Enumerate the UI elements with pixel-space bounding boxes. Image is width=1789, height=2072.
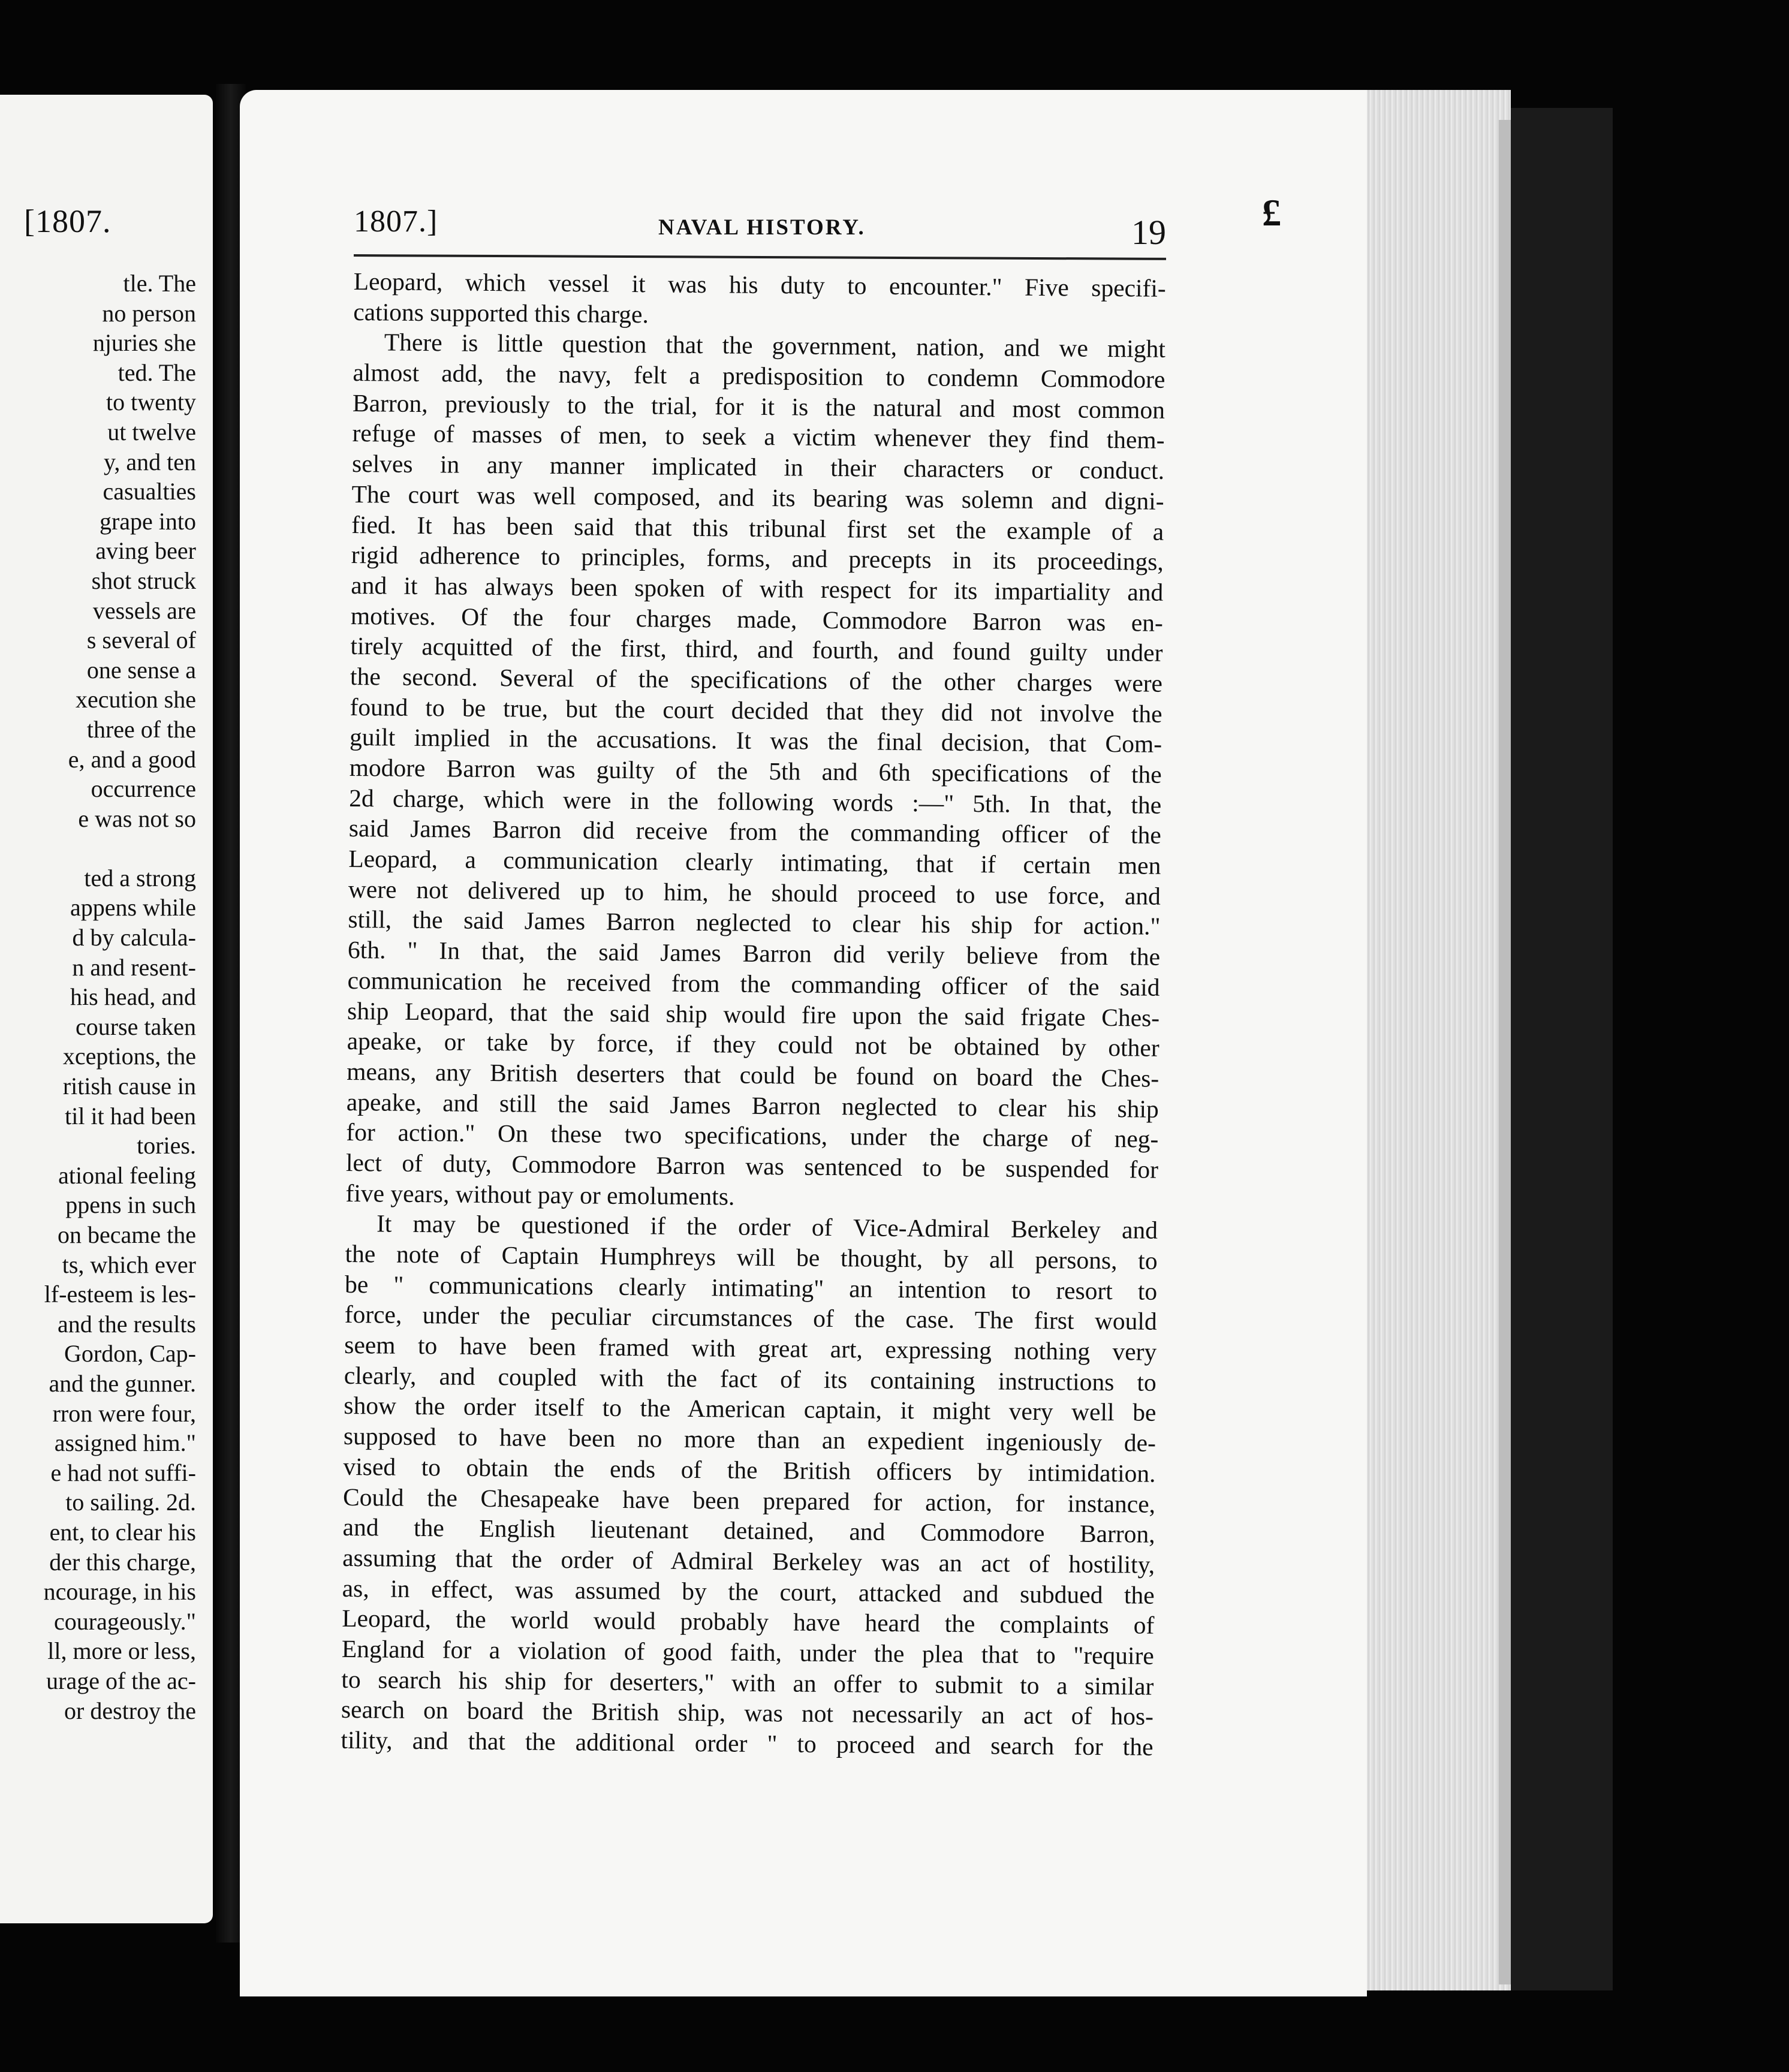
text-line: 6th. " In that, the said James Barron did verily believe from the bbox=[347, 936, 1161, 971]
text-line: Barron, previously to the trial, for it is the natural and most common bbox=[352, 389, 1165, 424]
text-line: fied. It has been said that this tribunal first set the example of a bbox=[351, 510, 1164, 546]
text-line: were not delivered up to him, he should proceed to use force, and bbox=[348, 875, 1161, 910]
previous-page-line: xceptions, the bbox=[62, 1043, 196, 1070]
previous-page-line: three of the bbox=[86, 715, 196, 743]
previous-page-line: rron were four, bbox=[52, 1399, 196, 1427]
text-line: supposed to have been no more than an expedient ingeniously de- bbox=[343, 1422, 1156, 1457]
previous-page bbox=[0, 95, 213, 1923]
previous-page-line: courageously." bbox=[54, 1607, 196, 1635]
text-line: guilt implied in the accusations. It was the final decision, that Com- bbox=[349, 723, 1162, 758]
previous-page-line: urage of the ac- bbox=[46, 1667, 196, 1694]
previous-page-line: ppens in such bbox=[65, 1191, 196, 1219]
previous-page-line: appens while bbox=[70, 894, 196, 921]
previous-page-line: e, and a good bbox=[68, 745, 196, 773]
text-line: be " communications clearly intimating" an intention to resort to bbox=[344, 1270, 1158, 1305]
previous-page-line: ted a strong bbox=[84, 864, 196, 892]
previous-page-text bbox=[0, 269, 196, 1725]
previous-page-line: and the results bbox=[57, 1310, 196, 1338]
text-line: the second. Several of the specifications of the other charges were bbox=[350, 662, 1163, 697]
text-line: There is little question that the government, nation, and we might bbox=[384, 328, 1166, 363]
previous-page-line: ll, more or less, bbox=[47, 1637, 196, 1665]
text-line: apeake, and still the said James Barron neglected to clear his ship bbox=[346, 1088, 1159, 1123]
corner-mark: £ bbox=[1262, 191, 1281, 234]
body-text bbox=[341, 266, 1166, 1762]
text-line: force, under the peculiar circumstances of the case. The first would bbox=[344, 1300, 1157, 1336]
text-line: England for a violation of good faith, under the plea that to "require bbox=[341, 1634, 1155, 1670]
previous-page-line: his head, and bbox=[70, 983, 196, 1011]
text-line: still, the said James Barron neglected to clear his ship for action." bbox=[348, 905, 1161, 941]
text-line: It may be questioned if the order of Vice-Admiral Berkeley and bbox=[376, 1209, 1158, 1245]
text-line: the note of Captain Humphreys will be thought, by all persons, to bbox=[345, 1239, 1158, 1275]
text-line: Leopard, which vessel it was his duty to encounter." Five specifi- bbox=[353, 267, 1166, 302]
text-line: vised to obtain the ends of the British officers by intimidation. bbox=[343, 1452, 1156, 1487]
text-line: ship Leopard, that the said ship would fire upon the said frigate Ches- bbox=[347, 996, 1160, 1032]
previous-page-line: ted. The bbox=[118, 359, 196, 386]
previous-page-line: to twenty bbox=[106, 389, 196, 416]
previous-page-line: tle. The bbox=[123, 270, 196, 297]
previous-page-line: course taken bbox=[75, 1013, 196, 1040]
previous-page-line: njuries she bbox=[92, 329, 196, 357]
text-line: means, any British deserters that could be found on board the Ches- bbox=[347, 1057, 1159, 1092]
text-line: apeake, or take by force, if they could not be obtained by other bbox=[347, 1027, 1159, 1062]
previous-page-line: ritish cause in bbox=[62, 1073, 196, 1100]
text-line: almost add, the navy, felt a predisposition to condemn Commodore bbox=[353, 359, 1165, 393]
previous-page-line: d by calcula- bbox=[72, 924, 196, 951]
header-year: 1807.] bbox=[354, 204, 438, 239]
previous-page-header: [1807. bbox=[24, 203, 112, 239]
text-line: 2d charge, which were in the following words :—" 5th. In that, the bbox=[349, 784, 1162, 819]
previous-page-line: and the gunner. bbox=[49, 1369, 196, 1397]
text-line: Leopard, the world would probably have heard the complaints of bbox=[342, 1604, 1155, 1639]
previous-page-line: y, and ten bbox=[103, 448, 196, 475]
previous-page-line: casualties bbox=[103, 478, 196, 505]
text-line: tirely acquitted of the first, third, and fourth, and found guilty under bbox=[350, 632, 1163, 667]
previous-page-line: tories. bbox=[137, 1132, 196, 1160]
previous-page-line: assigned him." bbox=[54, 1429, 196, 1457]
previous-page-line: to sailing. 2d. bbox=[65, 1489, 196, 1516]
text-line: Could the Chesapeake have been prepared for action, for instance, bbox=[342, 1483, 1156, 1518]
running-head bbox=[354, 198, 1166, 255]
text-line: motives. Of the four charges made, Commodore Barron was en- bbox=[350, 601, 1164, 637]
previous-page-line: ts, which ever bbox=[62, 1251, 196, 1278]
text-line: show the order itself to the American captain, it might very well be bbox=[344, 1392, 1156, 1427]
text-line: seem to have been framed with great art, expressing nothing very bbox=[344, 1330, 1157, 1366]
text-line: lect of duty, Commodore Barron was sentenced to be suspended for bbox=[345, 1148, 1159, 1183]
text-line: five years, without pay or emoluments. bbox=[345, 1179, 735, 1210]
text-line: for action." On these two specifications, under the charge of neg- bbox=[346, 1118, 1159, 1154]
text-line: communication he received from the commanding officer of the said bbox=[347, 966, 1160, 1001]
text-line: Leopard, a communication clearly intimating, that if certain men bbox=[348, 845, 1161, 880]
previous-page-line: der this charge, bbox=[49, 1548, 196, 1576]
text-line: selves in any manner implicated in their characters or conduct. bbox=[351, 450, 1165, 484]
previous-page-line: s several of bbox=[86, 627, 196, 654]
page-number: 19 bbox=[1131, 213, 1166, 252]
text-line: and it has always been spoken of with respect for its impartiality and bbox=[351, 571, 1164, 606]
previous-page-line: vessels are bbox=[92, 597, 196, 624]
previous-page-line: e had not suffi- bbox=[50, 1459, 196, 1486]
text-line: search on board the British ship, was not necessarily an act of hos- bbox=[341, 1695, 1154, 1731]
previous-page-line: ent, to clear his bbox=[49, 1518, 196, 1546]
previous-page-line: Gordon, Cap- bbox=[64, 1340, 196, 1368]
previous-page-line: aving beer bbox=[95, 537, 196, 565]
text-line: found to be true, but the court decided that they did not involve the bbox=[350, 692, 1162, 728]
text-line: to search his ship for deserters," with an offer to submit to a similar bbox=[341, 1665, 1154, 1700]
previous-page-line bbox=[0, 833, 196, 863]
text-line: cations supported this charge. bbox=[353, 297, 649, 328]
text-line: clearly, and coupled with the fact of its containing instructions to bbox=[344, 1361, 1157, 1396]
text-line: said James Barron did receive from the commanding officer of the bbox=[348, 814, 1161, 850]
previous-page-line: no person bbox=[102, 299, 196, 327]
text-line: tility, and that the additional order " to proceed and search for the bbox=[341, 1725, 1153, 1761]
book-cover-edge bbox=[1511, 108, 1613, 1990]
text-line: rigid adherence to principles, forms, and precepts in its proceedings, bbox=[351, 541, 1164, 576]
previous-page-line: ncourage, in his bbox=[43, 1578, 196, 1606]
text-line: assuming that the order of Admiral Berkeley was an act of hostility, bbox=[342, 1543, 1155, 1579]
previous-page-line: lf-esteem is les- bbox=[44, 1281, 196, 1308]
text-line: as, in effect, was assumed by the court, attacked and subdued the bbox=[342, 1574, 1155, 1609]
previous-page-line: one sense a bbox=[86, 656, 196, 683]
previous-page-line: or destroy the bbox=[64, 1697, 196, 1724]
previous-page-line: ut twelve bbox=[107, 418, 196, 445]
page-block-edge bbox=[1367, 90, 1511, 1990]
text-line: The court was well composed, and its bearing was solemn and digni- bbox=[351, 480, 1164, 515]
previous-page-line: ational feeling bbox=[58, 1161, 196, 1189]
previous-page-line: til it had been bbox=[65, 1102, 196, 1130]
previous-page-line: xecution she bbox=[75, 686, 196, 713]
text-line: refuge of masses of men, to seek a victim whenever they find them- bbox=[352, 419, 1165, 454]
header-title: NAVAL HISTORY. bbox=[658, 215, 866, 240]
previous-page-line: grape into bbox=[99, 507, 196, 535]
previous-page-line: shot struck bbox=[91, 567, 196, 594]
previous-page-line: on became the bbox=[58, 1221, 196, 1248]
text-line: and the English lieutenant detained, and Commodore Barron, bbox=[342, 1513, 1155, 1548]
previous-page-line: occurrence bbox=[91, 775, 196, 803]
previous-page-line: e was not so bbox=[78, 805, 196, 832]
previous-page-line: n and resent- bbox=[72, 953, 196, 981]
text-line: modore Barron was guilty of the 5th and 6th specifications of the bbox=[349, 753, 1162, 788]
